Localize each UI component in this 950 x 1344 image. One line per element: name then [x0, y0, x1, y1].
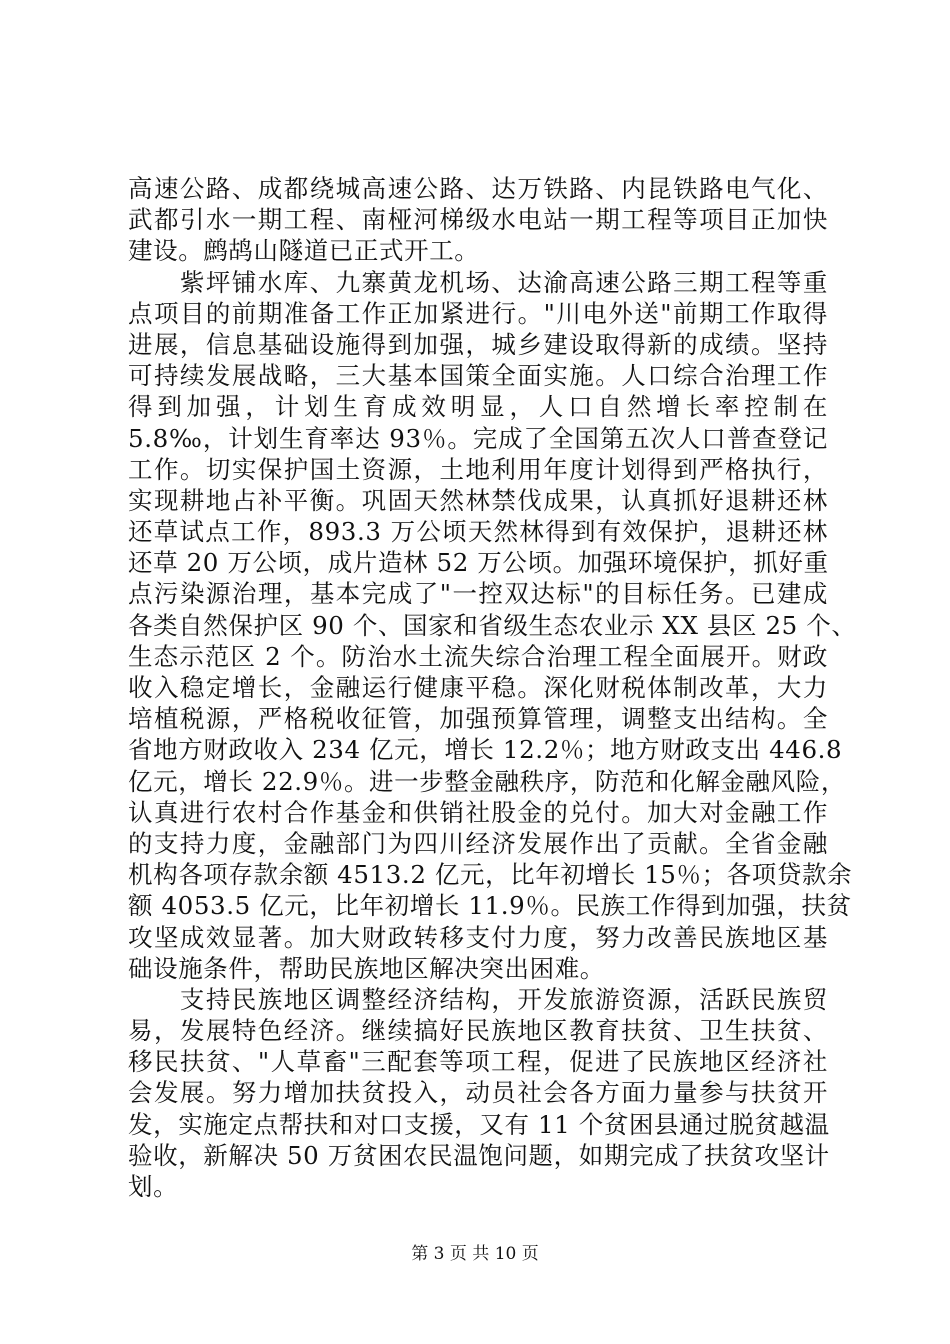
text-line: 验收，新解决 50 万贫困农民温饱问题，如期完成了扶贫攻坚计: [128, 1140, 830, 1170]
text-line: 攻坚成效显著。加大财政转移支付力度，努力改善民族地区基: [128, 922, 828, 952]
text-line: 武都引水一期工程、南桠河梯级水电站一期工程等项目正加快: [128, 205, 828, 235]
text-line: 省地方财政收入 234 亿元，增长 12.2％；地方财政支出 446.8: [128, 735, 843, 765]
text-line: 可持续发展战略，三大基本国策全面实施。人口综合治理工作: [128, 361, 828, 391]
page-footer: 第 3 页 共 10 页: [411, 1244, 539, 1264]
text-line: 还草 20 万公顷，成片造林 52 万公顷。加强环境保护，抓好重: [128, 548, 829, 578]
text-line: 工作。切实保护国土资源，土地利用年度计划得到严格执行，: [128, 454, 828, 484]
text-line: 础设施条件，帮助民族地区解决突出困难。: [128, 953, 605, 983]
text-line: 支持民族地区调整经济结构，开发旅游资源，活跃民族贸: [128, 984, 828, 1014]
text-line: 5.8‰，计划生育率达 93％。完成了全国第五次人口普查登记: [128, 423, 828, 453]
text-line: 划。: [128, 1172, 179, 1201]
text-line: 移民扶贫、"人草畜"三配套等项工程，促进了民族地区经济社: [128, 1047, 828, 1077]
text-line: 点项目的前期准备工作正加紧进行。"川电外送"前期工作取得: [128, 298, 828, 328]
text-line: 会发展。努力增加扶贫投入，动员社会各方面力量参与扶贫开: [128, 1078, 828, 1108]
text-line: 点污染源治理，基本完成了"一控双达标"的目标任务。已建成: [128, 579, 828, 609]
text-line: 额 4053.5 亿元，比年初增长 11.9％。民族工作得到加强，扶贫: [128, 891, 852, 921]
text-line: 各类自然保护区 90 个、国家和省级生态农业示 XX 县区 25 个、: [128, 610, 857, 640]
text-line: 易，发展特色经济。继续搞好民族地区教育扶贫、卫生扶贫、: [128, 1016, 828, 1046]
text-line: 建设。鹧鸪山隧道已正式开工。: [128, 236, 480, 266]
text-line: 亿元，增长 22.9％。进一步整金融秩序，防范和化解金融风险，: [128, 766, 846, 796]
text-line: 的支持力度，金融部门为四川经济发展作出了贡献。全省金融: [128, 828, 828, 858]
text-line: 认真进行农村合作基金和供销社股金的兑付。加大对金融工作: [128, 797, 828, 827]
text-line: 机构各项存款余额 4513.2 亿元，比年初增长 15％；各项贷款余: [128, 860, 853, 890]
text-line: 进展，信息基础设施得到加强，城乡建设取得新的成绩。坚持: [128, 329, 828, 359]
text-line: 发，实施定点帮扶和对口支援，又有 11 个贫困县通过脱贫越温: [128, 1109, 830, 1139]
text-line: 生态示范区 2 个。防治水土流失综合治理工程全面展开。财政: [128, 641, 828, 671]
text-line: 还草试点工作，893.3 万公顷天然林得到有效保护，退耕还林: [128, 517, 828, 547]
text-line: 得到加强，计划生育成效明显，人口自然增长率控制在: [128, 392, 828, 422]
text-line: 实现耕地占补平衡。巩固天然林禁伐成果，认真抓好退耕还林: [128, 485, 828, 515]
text-line: 高速公路、成都绕城高速公路、达万铁路、内昆铁路电气化、: [128, 174, 828, 203]
text-line: 收入稳定增长，金融运行健康平稳。深化财税体制改革，大力: [128, 673, 828, 702]
body-text: [128, 173, 857, 1202]
text-line: 培植税源，严格税收征管，加强预算管理，调整支出结构。全: [128, 704, 828, 734]
text-line: 紫坪铺水库、九寨黄龙机场、达渝高速公路三期工程等重: [128, 267, 828, 297]
